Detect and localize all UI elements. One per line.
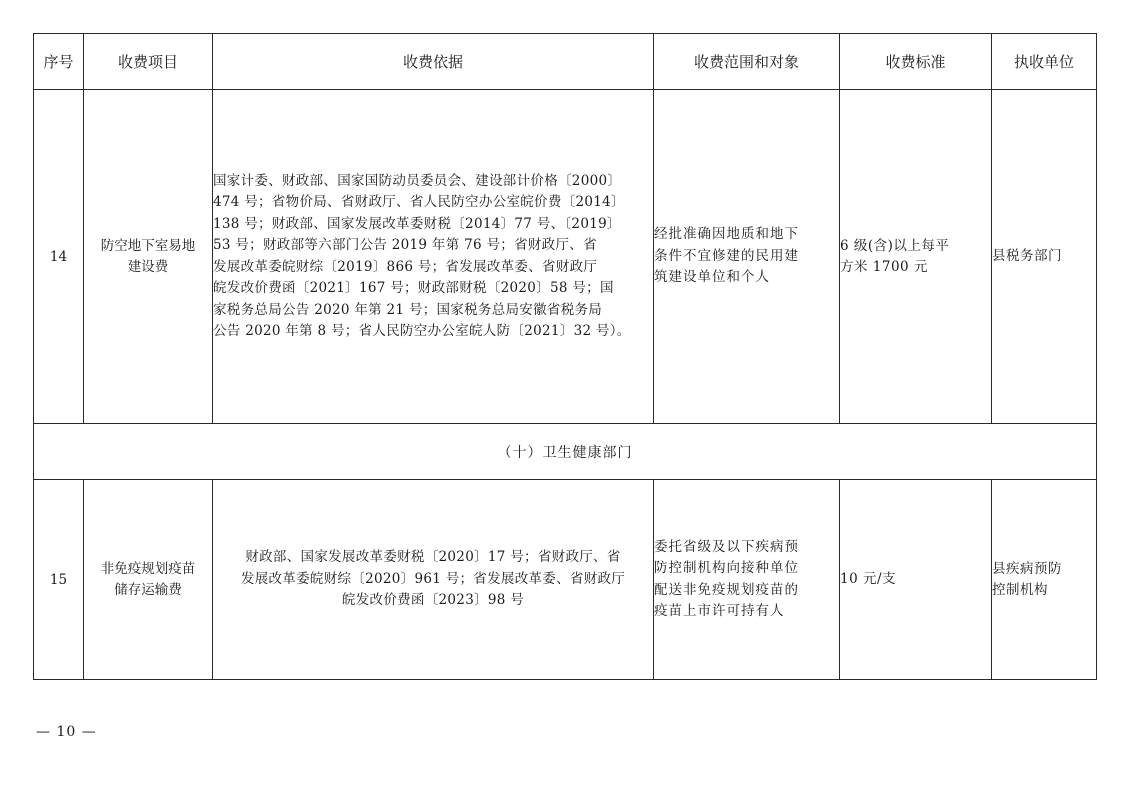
header-unit: 执收单位	[992, 34, 1097, 90]
header-scope: 收费范围和对象	[654, 34, 840, 90]
section-row	[34, 424, 1097, 480]
fee-scope-cell	[654, 480, 840, 680]
fee-item-line: 非免疫规划疫苗	[100, 560, 196, 577]
basis-line: 家税务总局公告 2020 年第 21 号；国家税务总局安徽省税务局	[213, 301, 603, 318]
standard-line: 6 级(含)以上每平	[840, 237, 950, 254]
header-basis: 收费依据	[213, 34, 654, 90]
unit-line: 控制机构	[992, 581, 1048, 598]
fee-standard-cell	[840, 480, 992, 680]
scope-line: 配送非免疫规划疫苗的	[654, 581, 799, 598]
row-number: 14	[34, 90, 84, 424]
collecting-unit-cell	[992, 480, 1097, 680]
basis-line: 财政部、国家发展改革委财税〔2020〕17 号；省财政厅、省	[245, 549, 621, 566]
scope-line: 防控制机构向接种单位	[654, 560, 799, 576]
fee-basis-cell	[213, 480, 654, 680]
basis-line: 138 号；财政部、国家发展改革委财税〔2014〕77 号、〔2019〕	[213, 215, 621, 232]
basis-line: 国家计委、财政部、国家国防动员委员会、建设部计价格〔2000〕	[213, 172, 622, 189]
scope-line: 委托省级及以下疾病预	[654, 538, 799, 555]
scope-line: 条件不宜修建的民用建	[654, 247, 799, 264]
scope-line: 筑建设单位和个人	[654, 269, 770, 286]
basis-line: 皖发改价费函〔2023〕98 号	[341, 592, 525, 609]
basis-line: 公告 2020 年第 8 号；省人民防空办公室皖人防〔2021〕32 号）。	[213, 323, 631, 339]
scope-line: 疫苗上市许可持有人	[654, 603, 785, 619]
header-item: 收费项目	[84, 34, 213, 90]
fee-standard-cell	[840, 90, 992, 424]
fee-item-line: 建设费	[127, 258, 169, 275]
basis-line: 474 号；省物价局、省财政厅、省人民防空办公室皖价费〔2014〕	[213, 194, 625, 210]
fee-item-line: 储存运输费	[114, 581, 182, 598]
table-row	[34, 480, 1097, 680]
scope-line: 经批准确因地质和地下	[654, 226, 799, 243]
header-no: 序号	[34, 34, 84, 90]
basis-line: 皖发改价费函〔2021〕167 号；财政部财税〔2020〕58 号；国	[213, 280, 614, 296]
table-header-row	[34, 34, 1097, 90]
basis-line: 53 号；财政部等六部门公告 2019 年第 76 号；省财政厅、省	[213, 237, 597, 253]
standard-line: 10 元/支	[840, 571, 897, 587]
unit-line: 县疾病预防	[992, 560, 1062, 577]
page-number: — 10 —	[36, 724, 97, 740]
table-row	[34, 90, 1097, 424]
fee-scope-cell	[654, 90, 840, 424]
unit-line: 县税务部门	[992, 248, 1062, 264]
section-title: （十）卫生健康部门	[34, 424, 1097, 480]
fee-basis-cell	[213, 90, 654, 424]
fee-item-line: 防空地下室易地	[100, 237, 196, 254]
collecting-unit-cell	[992, 90, 1097, 424]
standard-line: 方米 1700 元	[840, 258, 928, 275]
fee-item-cell	[84, 480, 213, 680]
fee-table	[33, 33, 1097, 680]
header-standard: 收费标准	[840, 34, 992, 90]
row-number: 15	[34, 480, 84, 680]
fee-item-cell	[84, 90, 213, 424]
basis-line: 发展改革委皖财综〔2020〕961 号；省发展改革委、省财政厅	[240, 570, 626, 587]
basis-line: 发展改革委皖财综〔2019〕866 号；省发展改革委、省财政厅	[213, 258, 598, 275]
